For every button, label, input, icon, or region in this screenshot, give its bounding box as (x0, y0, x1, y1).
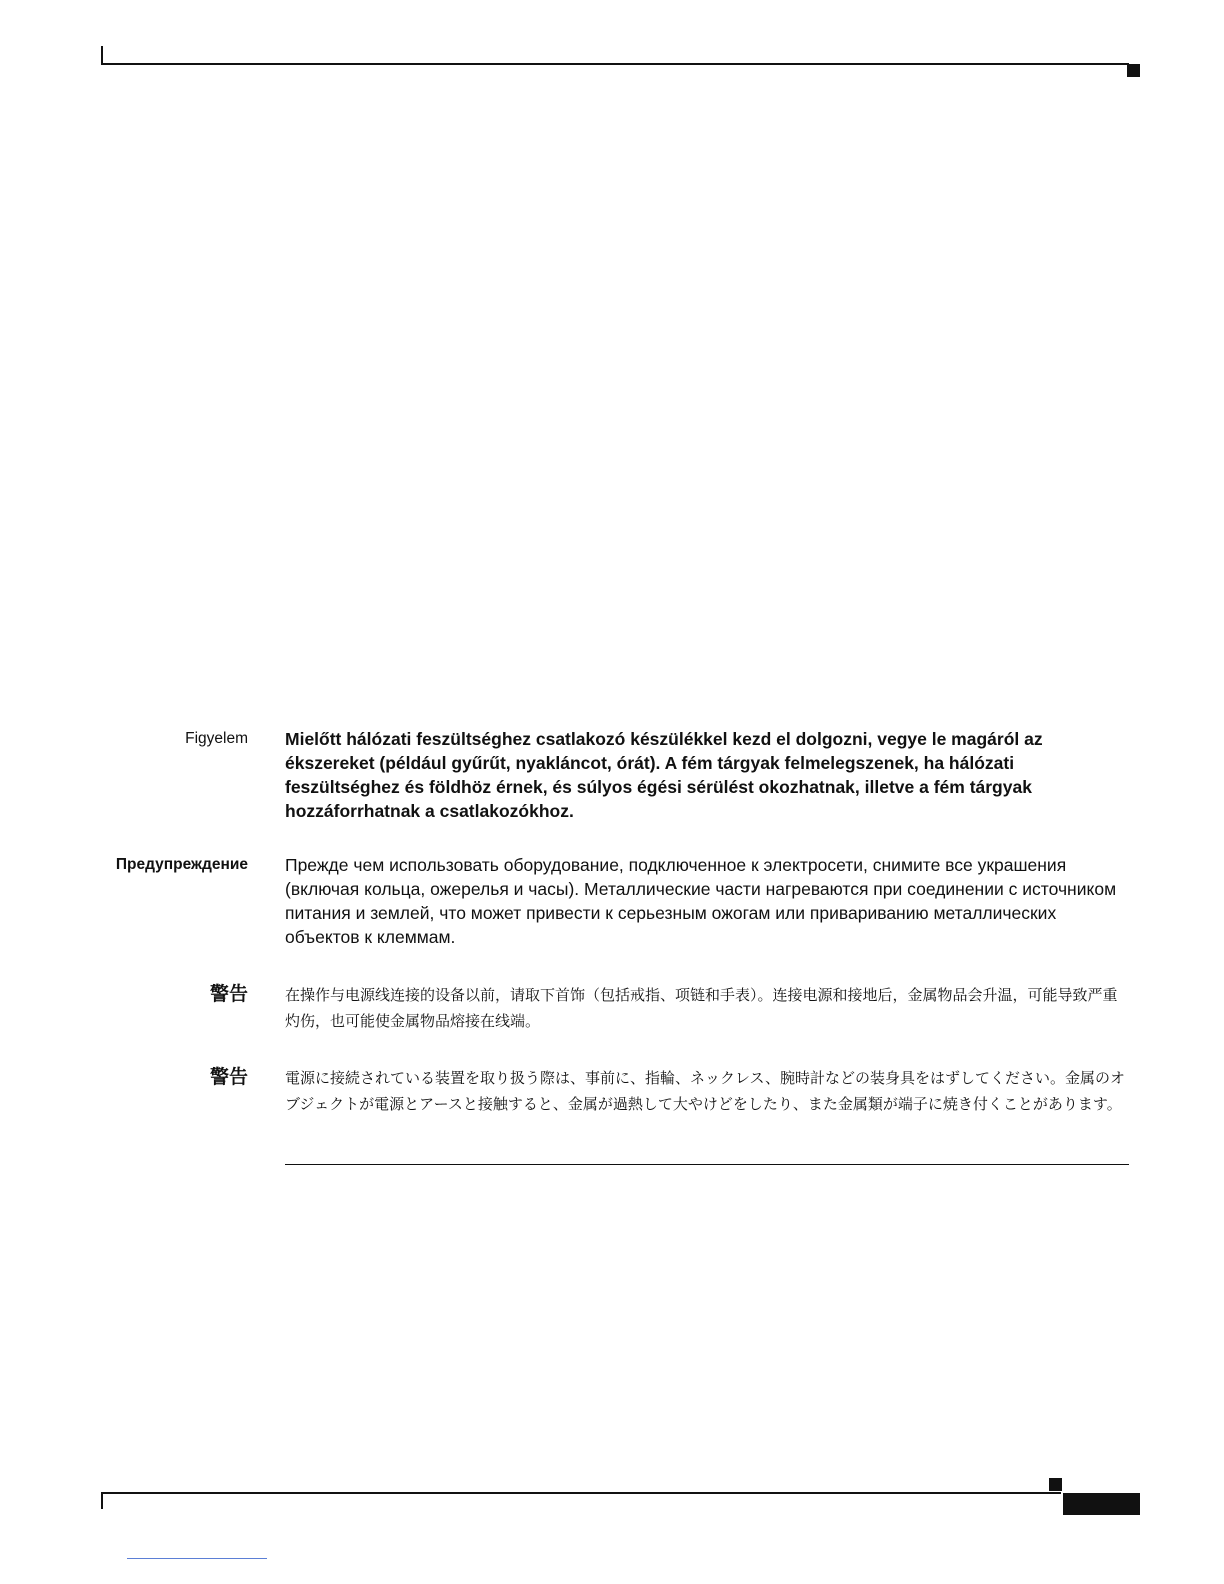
warning-text: Прежде чем использовать оборудование, подключенное к электросети, снимите все украшения (включая кольца, ожерелья и часы). Металлические части нагреваются при соединении с источником питания и землей, что может привести к серьезным ожогам или привариванию металлических объектов к клеммам. (285, 855, 1117, 947)
footer-page-tab (1063, 1493, 1140, 1515)
warning-label: 警告 (209, 1067, 248, 1088)
footer-tick (101, 1492, 103, 1509)
header-rule (101, 63, 1129, 65)
warning-text: 在操作与电源线连接的设备以前，请取下首饰（包括戒指、项链和手表）。连接电源和接地后，金属物品会升温，可能导致严重灼伤，也可能使金属物品熔接在线端。 (285, 987, 1118, 1030)
footer-marker (1049, 1478, 1062, 1491)
header-marker (1127, 64, 1140, 77)
section-divider (285, 1164, 1129, 1165)
warning-label: Предупреждение (115, 856, 248, 873)
footer-rule (101, 1492, 1061, 1494)
footer-link-underline (127, 1558, 267, 1559)
warning-text: 電源に接続されている装置を取り扱う際は、事前に、指輪、ネックレス、腕時計などの装身具をはずしてください。金属のオブジェクトが電源とアースと接触すると、金属が過熱して大やけどをしたり、また金属類が端子に焼き付くことがあります。 (285, 1070, 1126, 1113)
warning-text: Mielőtt hálózati feszültséghez csatlakozó készülékkel kezd el dolgozni, vegye le magáról az ékszereket (például gyűrűt, nyakláncot, órát). A fém tárgyak felmelegszenek, ha hálózati feszültséghez és földhöz érnek, és súlyos égési sérülést okozhatnak, illetve a fém tárgyak hozzáforrhatnak a csatlakozókhoz. (285, 729, 1043, 821)
warning-label: 警告 (209, 984, 248, 1005)
warning-label: Figyelem (185, 730, 248, 747)
